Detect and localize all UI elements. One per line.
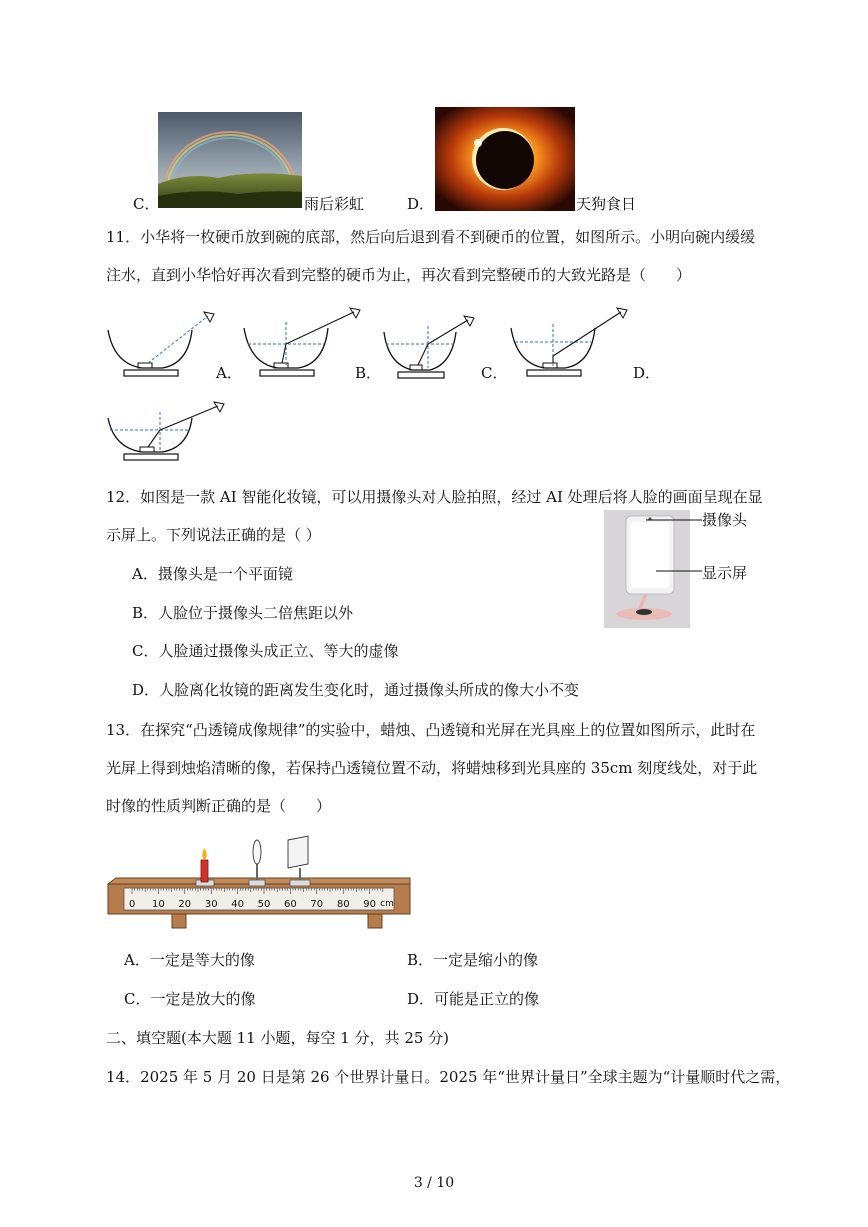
q11-option-d-label: D． [633, 364, 661, 382]
q10-option-d-text: 天狗食日 [576, 195, 637, 213]
ruler-tick-label: 50 [257, 899, 271, 910]
ruler-tick-label: 80 [336, 899, 350, 910]
q12-stem-line1: 12．如图是一款 AI 智能化妆镜，可以用摄像头对人脸拍照，经过 AI 处理后将人脸的画面呈现在显 [106, 488, 763, 506]
q11-diagram-original [100, 304, 220, 384]
q11-option-b-label: B． [355, 364, 382, 382]
solar-eclipse-photo [435, 107, 575, 211]
q13-stem-line2: 光屏上得到烛焰清晰的像，若保持凸透镜位置不动，将蜡烛移到光具座的 35cm 刻度线处，对于此 [106, 759, 758, 777]
ruler-tick-label: 40 [231, 899, 244, 910]
q10-option-d-label: D． [407, 195, 435, 213]
section-heading: 二、填空题(本大题 11 小题，每空 1 分，共 25 分) [106, 1029, 450, 1047]
ruler-tick-label: 70 [310, 899, 324, 910]
q13-stem-line3: 时像的性质判断正确的是（ ） [106, 797, 332, 815]
screen-label: 显示屏 [702, 564, 748, 582]
q11-diagram-b [378, 312, 482, 386]
q12-stem-line2: 示屏上。下列说法正确的是（ ） [106, 526, 321, 544]
q10-option-c-text: 雨后彩虹 [304, 195, 365, 213]
figure-leader-lines [646, 512, 706, 582]
q11-diagram-a [236, 300, 366, 384]
q10-option-c-label: C． [133, 195, 160, 213]
optical-bench-figure [106, 834, 416, 932]
q12-option-a: A．摄像头是一个平面镜 [132, 565, 293, 583]
rainbow-photo [158, 112, 302, 208]
ruler-tick-label: 0 [128, 899, 136, 910]
q11-stem-line1: 11．小华将一枚硬币放到碗的底部，然后向后退到看不到硬币的位置，如图所示。小明向碗内缓缓 [106, 228, 756, 246]
ruler-tick-label: 90 [363, 899, 376, 910]
q11-diagram-c [503, 298, 633, 384]
q11-stem-line2: 注水，直到小华恰好再次看到完整的硬币为止，再次看到完整硬币的大致光路是（ ） [106, 266, 692, 284]
q13-option-b: B．一定是缩小的像 [407, 951, 539, 969]
q14-stem-line1: 14．2025 年 5 月 20 日是第 26 个世界计量日。2025 年“世界计量日”全球主题为“计量顺时代之需， [106, 1068, 791, 1086]
q13-option-d: D．可能是正立的像 [407, 990, 540, 1008]
q11-option-a-label: A． [216, 364, 242, 382]
ruler-tick-label: 20 [178, 899, 192, 910]
ruler-tick-label: 30 [204, 899, 218, 910]
ruler-tick-label: 10 [152, 899, 165, 910]
q13-option-a: A．一定是等大的像 [124, 951, 255, 969]
ruler-unit-label: cm [380, 899, 394, 909]
q13-option-c: C．一定是放大的像 [124, 990, 256, 1008]
q11-diagram-d [100, 396, 230, 468]
q11-option-c-label: C． [481, 364, 508, 382]
q12-option-c: C．人脸通过摄像头成正立、等大的虚像 [132, 642, 399, 660]
ruler-tick-label: 60 [284, 899, 297, 910]
q13-stem-line1: 13．在探究“凸透镜成像规律”的实验中，蜡烛、凸透镜和光屏在光具座上的位置如图所示，此时在 [106, 721, 756, 739]
q12-option-d: D．人脸离化妆镜的距离发生变化时，通过摄像头所成的像大小不变 [132, 681, 580, 699]
q12-option-b: B．人脸位于摄像头二倍焦距以外 [132, 604, 354, 622]
camera-label: 摄像头 [702, 511, 748, 529]
page-number: 3 / 10 [413, 1175, 455, 1191]
